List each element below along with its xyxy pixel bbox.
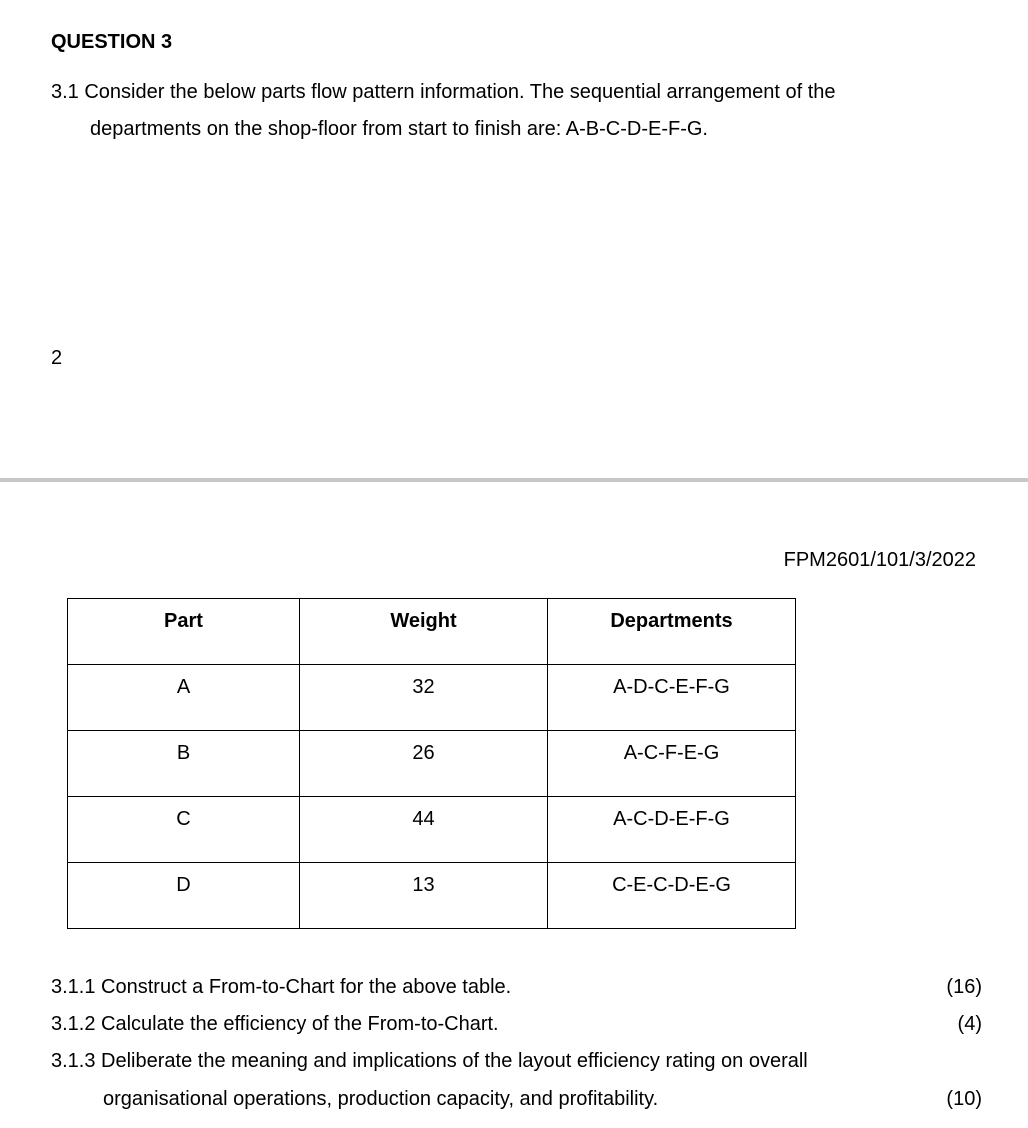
cell-weight: 26 — [300, 731, 548, 797]
subquestion-3-1-3-line-1: 3.1.3 Deliberate the meaning and implications of the layout efficiency rating on overall — [51, 1050, 808, 1072]
intro-line-1: 3.1 Consider the below parts flow pattern information. The sequential arrangement of the — [51, 81, 836, 103]
subquestion-3-1-3-line-2: organisational operations, production capacity, and profitability. — [103, 1088, 659, 1110]
cell-part: D — [68, 863, 300, 929]
marks-3-1-2: (4) — [957, 1013, 982, 1035]
parts-flow-table — [67, 598, 796, 929]
cell-departments: C-E-C-D-E-G — [548, 863, 796, 929]
table-header-row — [68, 599, 796, 665]
table-row — [68, 731, 796, 797]
table-row — [68, 665, 796, 731]
question-heading: QUESTION 3 — [51, 31, 173, 53]
cell-departments: A-C-F-E-G — [548, 731, 796, 797]
cell-part: C — [68, 797, 300, 863]
subquestion-3-1-1: 3.1.1 Construct a From-to-Chart for the above table. — [51, 976, 512, 998]
marks-3-1-3: (10) — [946, 1088, 982, 1110]
marks-3-1-1: (16) — [946, 976, 982, 998]
subquestion-3-1-2: 3.1.2 Calculate the efficiency of the From-to-Chart. — [51, 1013, 499, 1035]
cell-departments: A-D-C-E-F-G — [548, 665, 796, 731]
cell-departments: A-C-D-E-F-G — [548, 797, 796, 863]
table-row — [68, 863, 796, 929]
header-departments: Departments — [548, 599, 796, 665]
cell-part: A — [68, 665, 300, 731]
cell-part: B — [68, 731, 300, 797]
document-code: FPM2601/101/3/2022 — [783, 549, 976, 571]
page-number: 2 — [51, 347, 63, 369]
header-part: Part — [68, 599, 300, 665]
cell-weight: 13 — [300, 863, 548, 929]
intro-line-2: departments on the shop-floor from start to finish are: A-B-C-D-E-F-G. — [90, 118, 708, 140]
header-weight: Weight — [300, 599, 548, 665]
cell-weight: 32 — [300, 665, 548, 731]
cell-weight: 44 — [300, 797, 548, 863]
page-divider — [0, 478, 1028, 482]
table-row — [68, 797, 796, 863]
